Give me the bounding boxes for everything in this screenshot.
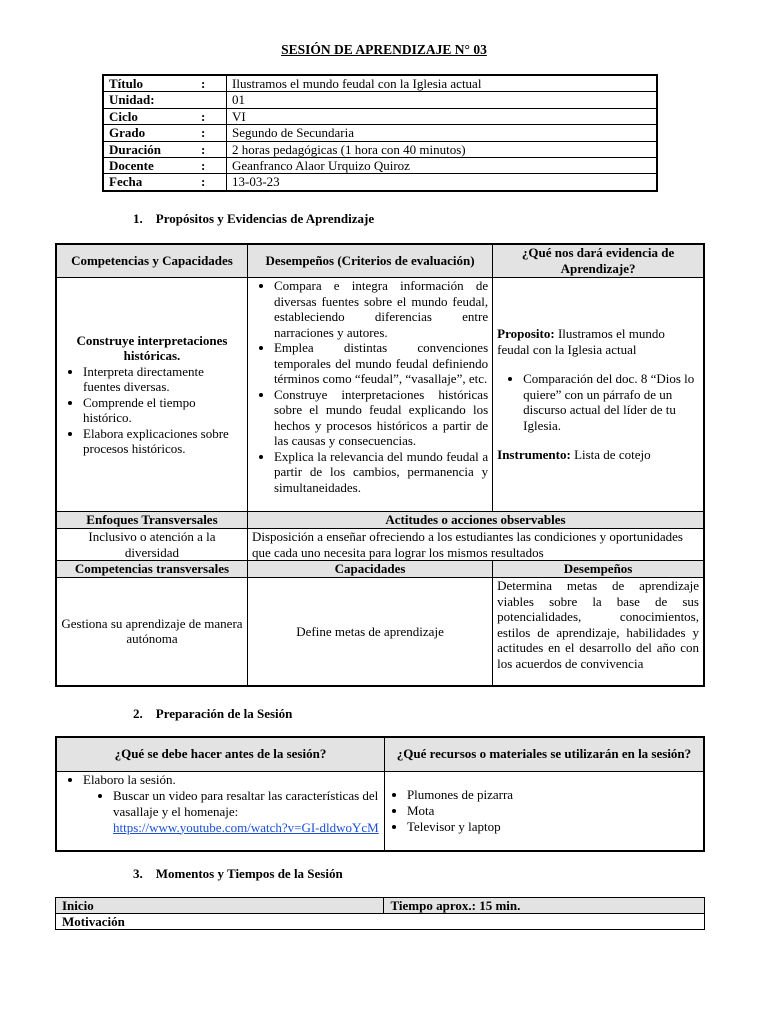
session-info-table (102, 74, 658, 192)
header-desempenos: Desempeños (Criterios de evaluación) (247, 244, 492, 278)
actitud-cell: Disposición a enseñar ofreciendo a los estudiantes las condiciones y oportunidades que cada uno necesita para lograr los mismos resultados (247, 529, 704, 561)
info-row (103, 125, 657, 141)
instrumento: Instrumento: Lista de cotejo (497, 447, 651, 463)
header-desempenos-trans: Desempeños (493, 561, 704, 578)
info-sep: : (196, 157, 227, 173)
capacidades-list (61, 364, 243, 457)
evidencia-list (497, 371, 699, 433)
capacidad-trans-cell: Define metas de aprendizaje (247, 578, 492, 686)
info-sep: : (196, 141, 227, 157)
info-row (103, 174, 657, 191)
list-item: • Construye interpretaciones históricas sobre el mundo feudal explicando los hechos y procesos históricos a partir de las causas y consecuencias. (274, 387, 488, 449)
recursos-list (389, 787, 699, 835)
info-sep: : (196, 75, 227, 92)
info-value: Geanfranco Alaor Urquizo Quiroz (227, 157, 658, 173)
desempenos-list (252, 278, 488, 495)
header-actitudes: Actitudes o acciones observables (247, 512, 704, 529)
list-item: • Buscar un video para resaltar las características del vasallaje y el homenaje: https://www.youtube.com/watch?v=GI-dldwoYcM (113, 788, 380, 836)
list-item: • Elaboro la sesión. (83, 772, 380, 788)
evidencia-cell (493, 278, 704, 512)
info-key: Título (103, 75, 196, 92)
section-1-heading: 1. Propósitos y Evidencias de Aprendizaje (133, 211, 375, 226)
info-row (103, 92, 657, 108)
section-2-heading: 2. Preparación de la Sesión (133, 706, 293, 721)
list-item: • Explica la relevancia del mundo feudal a partir de los cambios, permanencia y simultaneidades. (274, 449, 488, 496)
header-competencias: Competencias y Capacidades (56, 244, 247, 278)
header-enfoques: Enfoques Transversales (56, 512, 247, 529)
list-item: • Comprende el tiempo histórico. (83, 395, 243, 426)
list-item: • Elabora explicaciones sobre procesos históricos. (83, 426, 243, 457)
tiempo-cell: Tiempo aprox.: 15 min. (384, 898, 705, 914)
info-value: VI (227, 108, 658, 124)
purposes-table (55, 243, 705, 687)
info-key: Grado (103, 125, 196, 141)
info-sep: : (196, 108, 227, 124)
info-value: Ilustramos el mundo feudal con la Iglesia actual (227, 75, 658, 92)
competencia-title: Construye interpretaciones históricas. (76, 332, 228, 363)
inicio-cell: Inicio (56, 898, 384, 914)
info-sep (196, 92, 227, 108)
section-3-heading: 3. Momentos y Tiempos de la Sesión (133, 866, 343, 881)
header-capacidades: Capacidades (247, 561, 492, 578)
header-antes: ¿Qué se debe hacer antes de la sesión? (56, 737, 384, 771)
info-key: Unidad: (103, 92, 196, 108)
list-item: • Comparación del doc. 8 “Dios lo quiere” con un párrafo de un discurso actual del líder de tu Iglesia. (523, 371, 699, 433)
list-item: • Plumones de pizarra (407, 787, 699, 803)
info-value: 2 horas pedagógicas (1 hora con 40 minutos) (227, 141, 658, 157)
info-row (103, 108, 657, 124)
desempenos-cell (247, 278, 492, 512)
header-recursos: ¿Qué recursos o materiales se utilizarán en la sesión? (384, 737, 704, 771)
desempeno-trans-cell: Determina metas de aprendizaje viables sobre la base de sus potencialidades, conocimientos, estilos de aprendizaje, habilidades y actitudes en el desarrollo del año con los acuerdos de convivencia (493, 578, 704, 686)
info-value: 01 (227, 92, 658, 108)
video-link[interactable]: https://www.youtube.com/watch?v=GI-dldwoYcM (113, 819, 379, 835)
enfoque-cell: Inclusivo o atención a la diversidad (56, 529, 247, 561)
competencia-cell (56, 278, 247, 512)
antes-cell (56, 771, 384, 851)
info-key: Docente (103, 157, 196, 173)
info-key: Ciclo (103, 108, 196, 124)
moments-table (55, 897, 705, 930)
comp-trans-cell: Gestiona su aprendizaje de manera autónoma (56, 578, 247, 686)
proposito: Proposito: Ilustramos el mundo feudal con la Iglesia actual (497, 326, 665, 357)
list-item: • Compara e integra información de diversas fuentes sobre el mundo feudal, estableciendo diferencias entre narraciones y autores. (274, 278, 488, 340)
info-row (103, 75, 657, 92)
list-item: • Emplea distintas convenciones temporales del mundo feudal definiendo términos como “feudal”, “vasallaje”, etc. (274, 340, 488, 387)
antes-sublist (61, 788, 380, 836)
header-comp-trans: Competencias transversales (56, 561, 247, 578)
info-row (103, 157, 657, 173)
preparation-table (55, 736, 705, 852)
antes-list (61, 772, 380, 788)
motivacion-cell: Motivación (56, 914, 705, 930)
list-item: • Televisor y laptop (407, 819, 699, 835)
info-row (103, 141, 657, 157)
list-item: • Mota (407, 803, 699, 819)
info-sep: : (196, 174, 227, 191)
info-sep: : (196, 125, 227, 141)
info-key: Duración (103, 141, 196, 157)
recursos-cell (384, 771, 704, 851)
page-title: SESIÓN DE APRENDIZAJE N° 03 (281, 42, 487, 57)
info-value: 13-03-23 (227, 174, 658, 191)
header-evidencia: ¿Qué nos dará evidencia de Aprendizaje? (493, 244, 704, 278)
list-item: • Interpreta directamente fuentes diversas. (83, 364, 243, 395)
info-value: Segundo de Secundaria (227, 125, 658, 141)
info-key: Fecha (103, 174, 196, 191)
